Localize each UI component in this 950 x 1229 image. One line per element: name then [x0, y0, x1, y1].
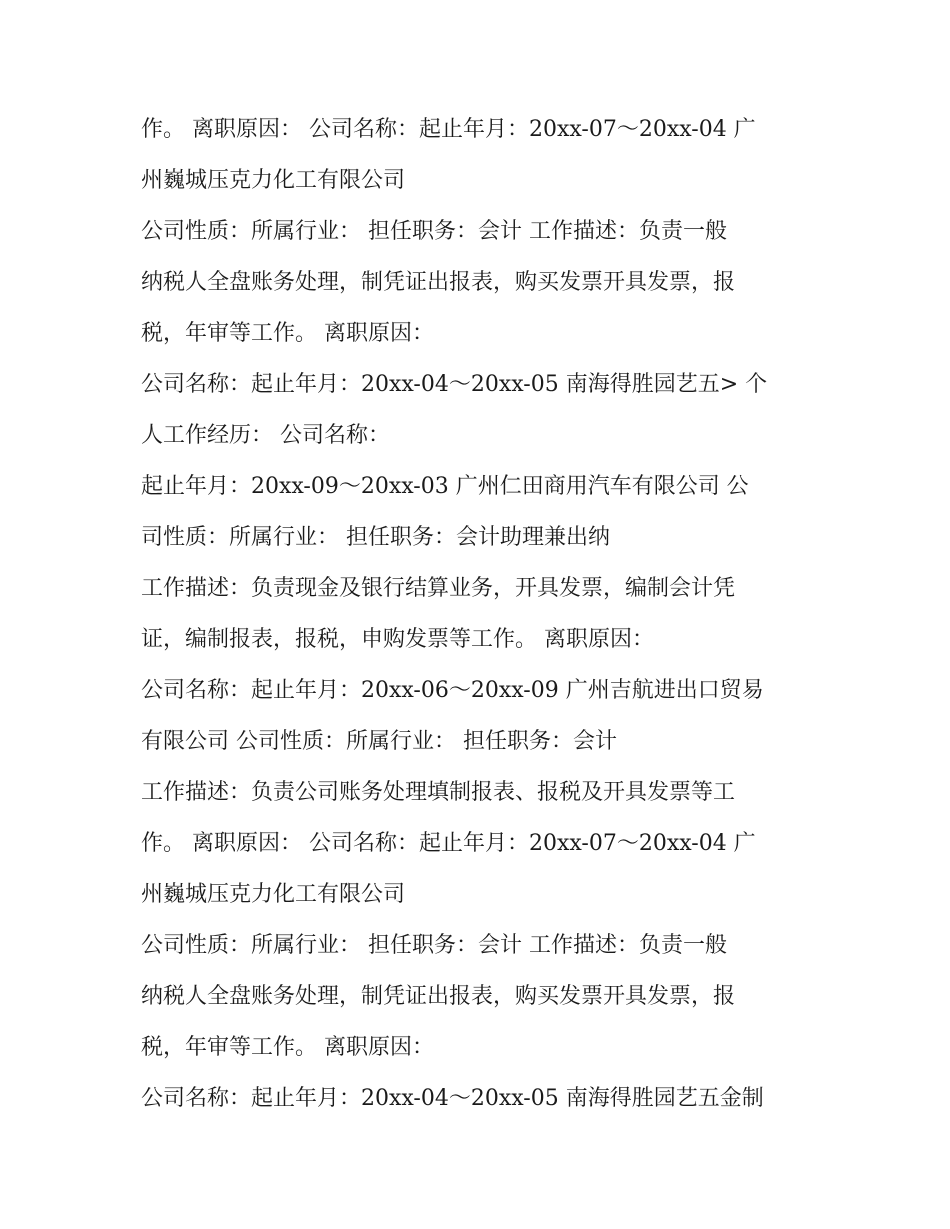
text-line: 税，年审等工作。 离职原因： [141, 321, 434, 346]
text-line: 税，年审等工作。 离职原因： [141, 1035, 434, 1060]
text-line: 司性质：所属行业： 担任职务：会计助理兼出纳 [141, 525, 610, 550]
text-line: 州巍城压克力化工有限公司 [141, 168, 406, 193]
document-body [141, 108, 821, 1128]
text-line: 公司性质：所属行业： 担任职务：会计 工作描述：负责一般 [141, 933, 727, 958]
text-line: 作。 离职原因： 公司名称：起止年月：20xx-07～20xx-04 广 [141, 831, 756, 856]
text-line: 州巍城压克力化工有限公司 [141, 882, 406, 907]
text-line: 公司性质：所属行业： 担任职务：会计 工作描述：负责一般 [141, 219, 727, 244]
text-line: 公司名称：起止年月：20xx-04～20xx-05 南海得胜园艺五> 个 [141, 372, 768, 397]
text-line: 有限公司 公司性质：所属行业： 担任职务：会计 [141, 729, 617, 754]
text-line: 纳税人全盘账务处理，制凭证出报表，购买发票开具发票，报 [141, 984, 736, 1009]
text-line: 工作描述：负责现金及银行结算业务，开具发票，编制会计凭 [141, 576, 736, 601]
text-line: 证，编制报表，报税，申购发票等工作。 离职原因： [141, 627, 654, 652]
text-line: 公司名称：起止年月：20xx-06～20xx-09 广州吉航进出口贸易 [141, 678, 764, 703]
text-line: 公司名称：起止年月：20xx-04～20xx-05 南海得胜园艺五金制 [141, 1086, 764, 1111]
text-line: 纳税人全盘账务处理，制凭证出报表，购买发票开具发票，报 [141, 270, 736, 295]
text-line: 工作描述：负责公司账务处理填制报表、报税及开具发票等工 [141, 780, 736, 805]
text-line: 起止年月：20xx-09～20xx-03 广州仁田商用汽车有限公司 公 [141, 474, 749, 499]
text-line: 作。 离职原因： 公司名称：起止年月：20xx-07～20xx-04 广 [141, 117, 756, 142]
text-line: 人工作经历： 公司名称： [141, 423, 390, 448]
